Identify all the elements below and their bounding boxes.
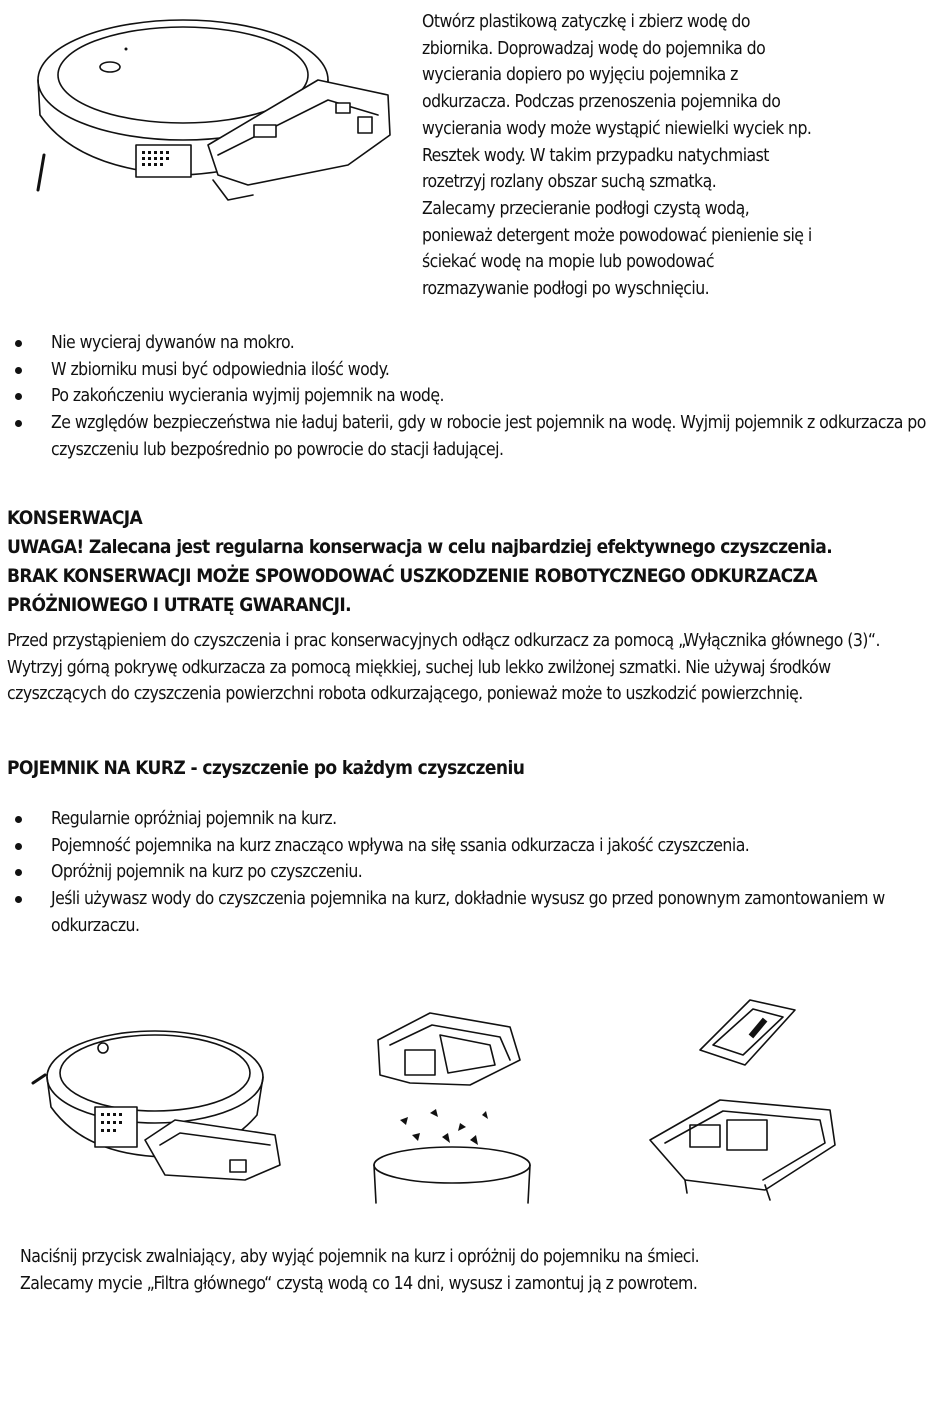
list-item: Ze względów bezpieczeństwa nie ładuj baterii, gdy w robocie jest pojemnik na wodę. Wyjmij pojemnik z odkurzacza po czyszczeniu lub bezpośrednio po powrocie do stacji ładującej.: [7, 410, 927, 463]
dust-bin-emptying-illustration: [370, 1005, 535, 1205]
dust-bin-list: [7, 806, 927, 940]
intro-line: odkurzacza. Podczas przenoszenia pojemnika do: [422, 92, 781, 113]
maintenance-paragraph: Przed przystąpieniem do czyszczenia i prac konserwacyjnych odłącz odkurzacz za pomocą „Wyłącznika głównego (3)“. Wytrzyj górną pokrywę odkurzacza za pomocą miękkiej, suchej lub lekko zwilżonej szmatki. Nie używaj środków czyszczących do czyszczenia powierzchni robota odkurzającego, ponieważ może to uszkodzić powierzchnię.: [7, 631, 880, 705]
warning-line: UWAGA! Zalecana jest regularna konserwacja w celu najbardziej efektywnego czyszczenia.: [7, 536, 833, 558]
intro-line: Resztek wody. W takim przypadku natychmiast: [422, 145, 769, 166]
maintenance-heading: [7, 504, 927, 620]
section-title: KONSERWACJA: [7, 507, 143, 529]
intro-instructions: [422, 9, 922, 303]
list-item: Jeśli używasz wody do czyszczenia pojemnika na kurz, dokładnie wysusz go przed ponownym zamontowaniem w odkurzaczu.: [7, 886, 927, 939]
intro-line: rozmazywanie podłogi po wyschnięciu.: [422, 279, 710, 300]
intro-line: rozetrzyj rozlany obszar suchą szmatką.: [422, 172, 717, 193]
intro-line: wycierania wody może wystąpić niewielki wyciek np.: [422, 118, 812, 139]
mopping-notes-list: [7, 330, 927, 464]
caption-line: Zalecamy mycie „Filtra głównego“ czystą wodą co 14 dni, wysusz i zamontuj ją z powrotem.: [20, 1273, 698, 1294]
list-item: Nie wycieraj dywanów na mokro.: [7, 330, 927, 357]
warning-line: PRÓŻNIOWEGO I UTRATĘ GWARANCJI.: [7, 594, 352, 616]
list-item: Opróżnij pojemnik na kurz po czyszczeniu.: [7, 859, 927, 886]
intro-line: ponieważ detergent może powodować pienienie się i: [422, 225, 812, 246]
dust-bin-heading: POJEMNIK NA KURZ - czyszczenie po każdym czyszczeniu: [7, 757, 525, 779]
intro-line: Otwórz plastikową zatyczkę i zbierz wodę do: [422, 12, 750, 32]
list-item: Po zakończeniu wycierania wyjmij pojemnik na wodę.: [7, 383, 927, 410]
intro-line: ściekać wodę na mopie lub powodować: [422, 252, 714, 273]
robot-water-tank-illustration: [18, 5, 398, 220]
dust-bin-captions: [20, 1244, 930, 1297]
list-item: W zbiorniku musi być odpowiednia ilość wody.: [7, 357, 927, 384]
dust-bin-filter-illustration: [645, 995, 840, 1205]
dust-bin-removal-illustration: [25, 1015, 285, 1185]
list-item: Pojemność pojemnika na kurz znacząco wpływa na siłę ssania odkurzacza i jakość czyszczenia.: [7, 833, 927, 860]
warning-line: BRAK KONSERWACJI MOŻE SPOWODOWAĆ USZKODZENIE ROBOTYCZNEGO ODKURZACZA: [7, 565, 817, 587]
list-item: Regularnie opróżniaj pojemnik na kurz.: [7, 806, 927, 833]
caption-line: Naciśnij przycisk zwalniający, aby wyjąć pojemnik na kurz i opróżnij do pojemniku na śmieci.: [20, 1247, 700, 1267]
intro-line: zbiornika. Doprowadzaj wodę do pojemnika do: [422, 38, 766, 59]
intro-line: Zalecamy przecieranie podłogi czystą wodą,: [422, 198, 750, 219]
intro-line: wycierania dopiero po wyjęciu pojemnika z: [422, 65, 738, 86]
